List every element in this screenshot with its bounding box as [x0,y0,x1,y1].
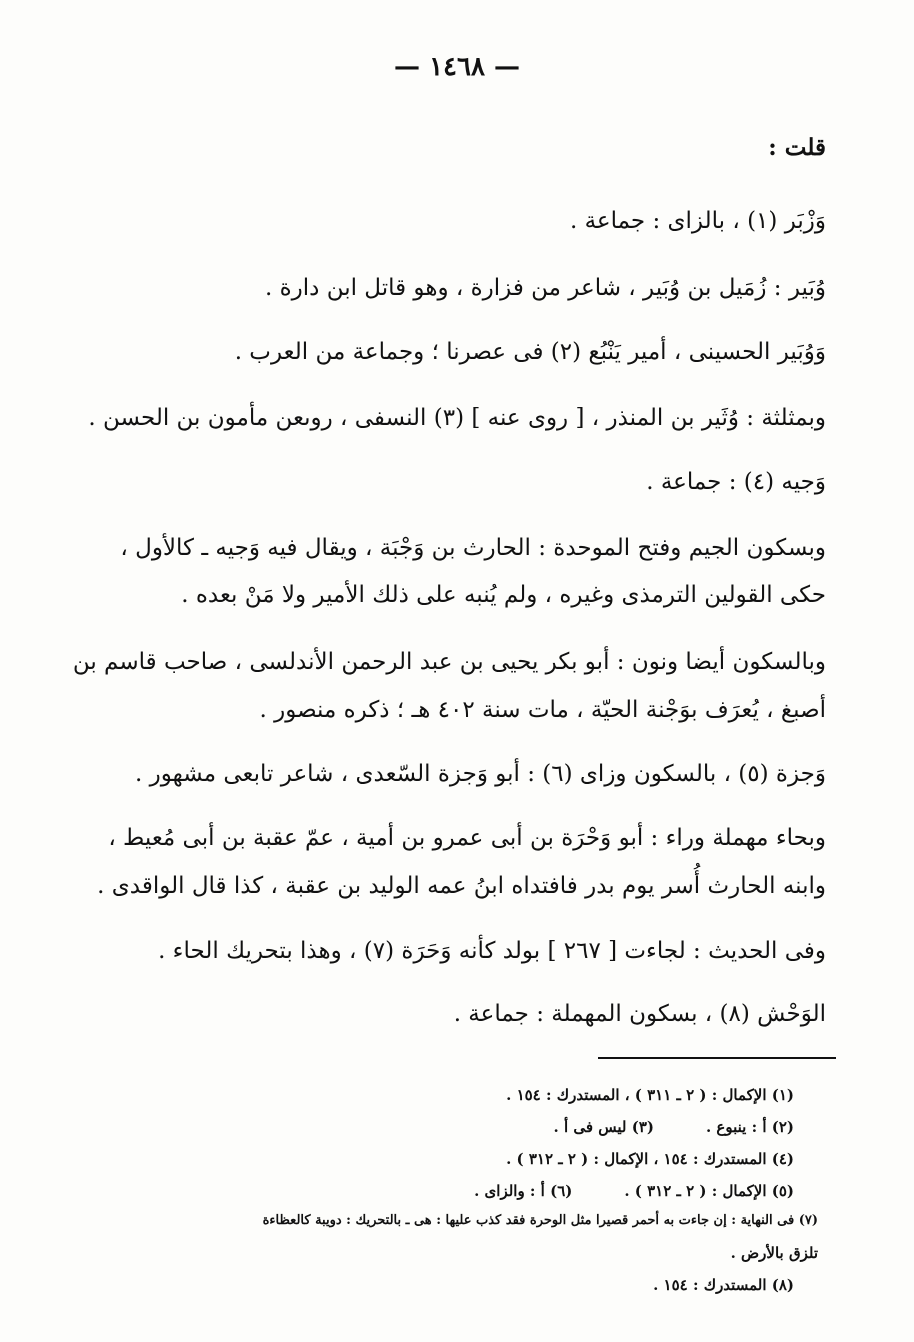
text-line: وبسكون الجيم وفتح الموحدة : الحارث بن وَجْبَة ، ويقال فيه وَجيه ـ كالأول ، [120,535,826,561]
text-line: وَجزة (٥) ، بالسكون وزاى (٦) : أبو وَجزة السّعدى ، شاعر تابعى مشهور . [135,761,826,787]
footnote-3: (٣) ليس فى أ . [553,1118,654,1136]
text-line: وُبَير : زُمَيل بن وُبَير ، شاعر من فزارة ، وهو قاتل ابن دارة . [264,275,826,301]
text-line: الوَحْش (٨) ، بسكون المهملة : جماعة . [453,1001,826,1027]
text-line-heading: قلت : [768,134,826,161]
text-line: وَوُبَير الحسينى ، أمير يَنْبُع (٢) فى عصرنا ؛ وجماعة من العرب . [234,339,826,365]
footnote-5: (٥) الإكمال : ( ٢ ـ ٣١٢ ) . [624,1182,794,1200]
footnote-2-3 [554,1116,794,1138]
page-number: — ١٤٦٨ — [394,52,520,82]
footnote-8: (٨) المستدرك : ١٥٤ . [653,1276,794,1294]
text-line: وبحاء مهملة وراء : أبو وَحْرَة بن أبى عمرو بن أمية ، عمّ عقبة بن أبى مُعيط ، [108,825,826,851]
text-line: وبمثلثة : وُثَير بن المنذر ، [ روى عنه ] (٣) النسفى ، روىعن مأمون بن الحسن . [88,405,826,431]
text-line: وبالسكون أيضا ونون : أبو بكر يحيى بن عبد الرحمن الأندلسى ، صاحب قاسم بن [72,649,826,675]
footnote-separator [598,1057,836,1059]
text-line: حكى القولين الترمذى وغيره ، ولم يُنبه على ذلك الأمير ولا مَنْ بعده . [181,582,826,608]
text-line: أصبغ ، يُعرَف بوَجْنة الحيّة ، مات سنة ٤٠٢ هـ ؛ ذكره منصور . [259,697,826,723]
text-line: وَجيه (٤) : جماعة . [646,469,826,495]
footnote-2: (٢) أ : ينبوع . [705,1118,794,1136]
footnote-6: (٦) أ : والزاى . [474,1182,573,1200]
footnote-1: (١) الإكمال : ( ٢ ـ ٣١١ ) ، المستدرك : ١٥٤ . [506,1086,794,1104]
footnote-4: (٤) المستدرك : ١٥٤ ، الإكمال : ( ٢ ـ ٣١٢ ) . [506,1150,794,1168]
text-line: وابنه الحارث أُسر يوم بدر فافتداه ابنُ عمه الوليد بن عقبة ، كذا قال الواقدى . [97,873,826,899]
text-line: وفى الحديث : لجاءت [ ٢٦٧ ] بولد كأنه وَحَرَة (٧) ، وهذا بتحريك الحاء . [158,938,826,964]
footnote-5-6 [474,1180,794,1202]
text-line: وَزْبَر (١) ، بالزاى : جماعة . [569,208,826,234]
footnote-7-continued: تلزق بالأرض . [730,1244,818,1262]
footnote-7: (٧) فى النهاية : إن جاءت به أحمر قصيرا مثل الوحرة فقد كذب عليها : هى ـ بالتحريك : دويبة كالعظاءة [262,1213,818,1228]
